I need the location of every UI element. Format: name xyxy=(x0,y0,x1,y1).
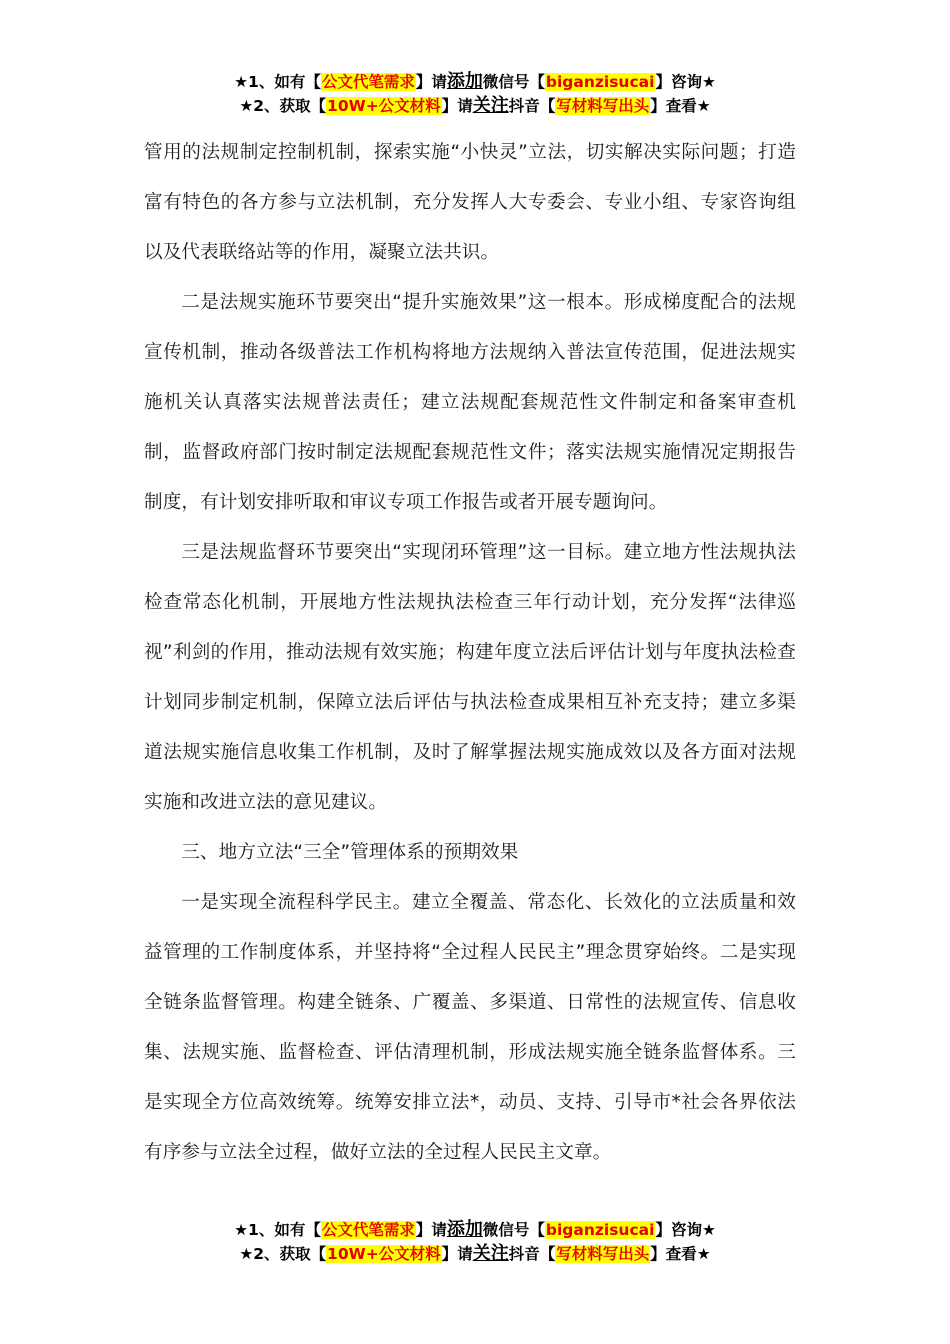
banner-text: 】请 xyxy=(441,1245,473,1263)
paragraph-expected-effects: 一是实现全流程科学民主。建立全覆盖、常态化、长效化的立法质量和效益管理的工作制度体系，并坚持将“全过程人民民主”理念贯穿始终。二是实现全链条监督管理。构建全链条、广覆盖、多渠道、日常性的法规宣传、信息收集、法规实施、监督检查、评估清理机制，形成法规实施全链条监督体系。三是实现全方位高效统筹。统筹安排立法*，动员、支持、引导市*社会各界依法有序参与立法全过程，做好立法的全过程人民民主文章。 xyxy=(144,892,796,1163)
banner-text: 微信号【 xyxy=(482,1221,545,1239)
banner-text: 】查看★ xyxy=(650,1245,711,1263)
banner-text: 】咨询★ xyxy=(655,1221,716,1239)
banner-text: 微信号【 xyxy=(482,73,545,91)
banner-text: ★1、如有【 xyxy=(234,73,321,91)
highlight-douyin: 写材料写出头 xyxy=(556,1245,650,1263)
bottom-banner xyxy=(0,1218,950,1266)
banner-text: 抖音【 xyxy=(508,1245,556,1263)
document-body xyxy=(144,128,796,1178)
banner-text: 】咨询★ xyxy=(655,73,716,91)
banner-text: 】请 xyxy=(415,1221,447,1239)
banner-line-1 xyxy=(0,70,950,94)
highlight-wechat-id: biganzisucai xyxy=(545,73,655,91)
paragraph-supervision: 三是法规监督环节要突出“实现闭环管理”这一目标。建立地方性法规执法检查常态化机制，开展地方性法规执法检查三年行动计划，充分发挥“法律巡视”利剑的作用，推动法规有效实施；构建年度立法后评估计划与年度执法检查计划同步制定机制，保障立法后评估与执法检查成果相互补充支持；建立多渠道法规实施信息收集工作机制，及时了解掌握法规实施成效以及各方面对法规实施和改进立法的意见建议。 xyxy=(144,542,796,813)
banner-line-2 xyxy=(0,1242,950,1266)
banner-emphasis: 添加 xyxy=(446,1219,483,1240)
highlight-service: 公文代笔需求 xyxy=(321,1221,415,1239)
banner-text: ★2、获取【 xyxy=(239,1245,327,1263)
highlight-douyin: 写材料写出头 xyxy=(556,97,650,115)
highlight-materials: 10W+公文材料 xyxy=(327,1245,441,1263)
banner-text: 】查看★ xyxy=(650,97,711,115)
banner-line-1 xyxy=(0,1218,950,1242)
paragraph-implementation: 二是法规实施环节要突出“提升实施效果”这一根本。形成梯度配合的法规宣传机制，推动各级普法工作机构将地方法规纳入普法宣传范围，促进法规实施机关认真落实法规普法责任；建立法规配套规范性文件制定和备案审查机制，监督政府部门按时制定法规配套规范性文件；落实法规实施情况定期报告制度，有计划安排听取和审议专项工作报告或者开展专题询问。 xyxy=(144,292,796,513)
highlight-wechat-id: biganzisucai xyxy=(545,1221,655,1239)
banner-line-2 xyxy=(0,94,950,118)
highlight-service: 公文代笔需求 xyxy=(321,73,415,91)
banner-emphasis: 关注 xyxy=(472,1243,509,1264)
banner-text: 】请 xyxy=(415,73,447,91)
highlight-materials: 10W+公文材料 xyxy=(327,97,441,115)
banner-emphasis: 添加 xyxy=(446,71,483,92)
top-banner xyxy=(0,70,950,118)
banner-emphasis: 关注 xyxy=(472,95,509,116)
section-heading: 三、地方立法“三全”管理体系的预期效果 xyxy=(181,842,519,863)
banner-text: 】请 xyxy=(441,97,473,115)
banner-text: 抖音【 xyxy=(508,97,556,115)
banner-text: ★1、如有【 xyxy=(234,1221,321,1239)
paragraph-continuation: 管用的法规制定控制机制，探索实施“小快灵”立法，切实解决实际问题；打造富有特色的各方参与立法机制，充分发挥人大专委会、专业小组、专家咨询组以及代表联络站等的作用，凝聚立法共识。 xyxy=(144,142,796,263)
banner-text: ★2、获取【 xyxy=(239,97,327,115)
